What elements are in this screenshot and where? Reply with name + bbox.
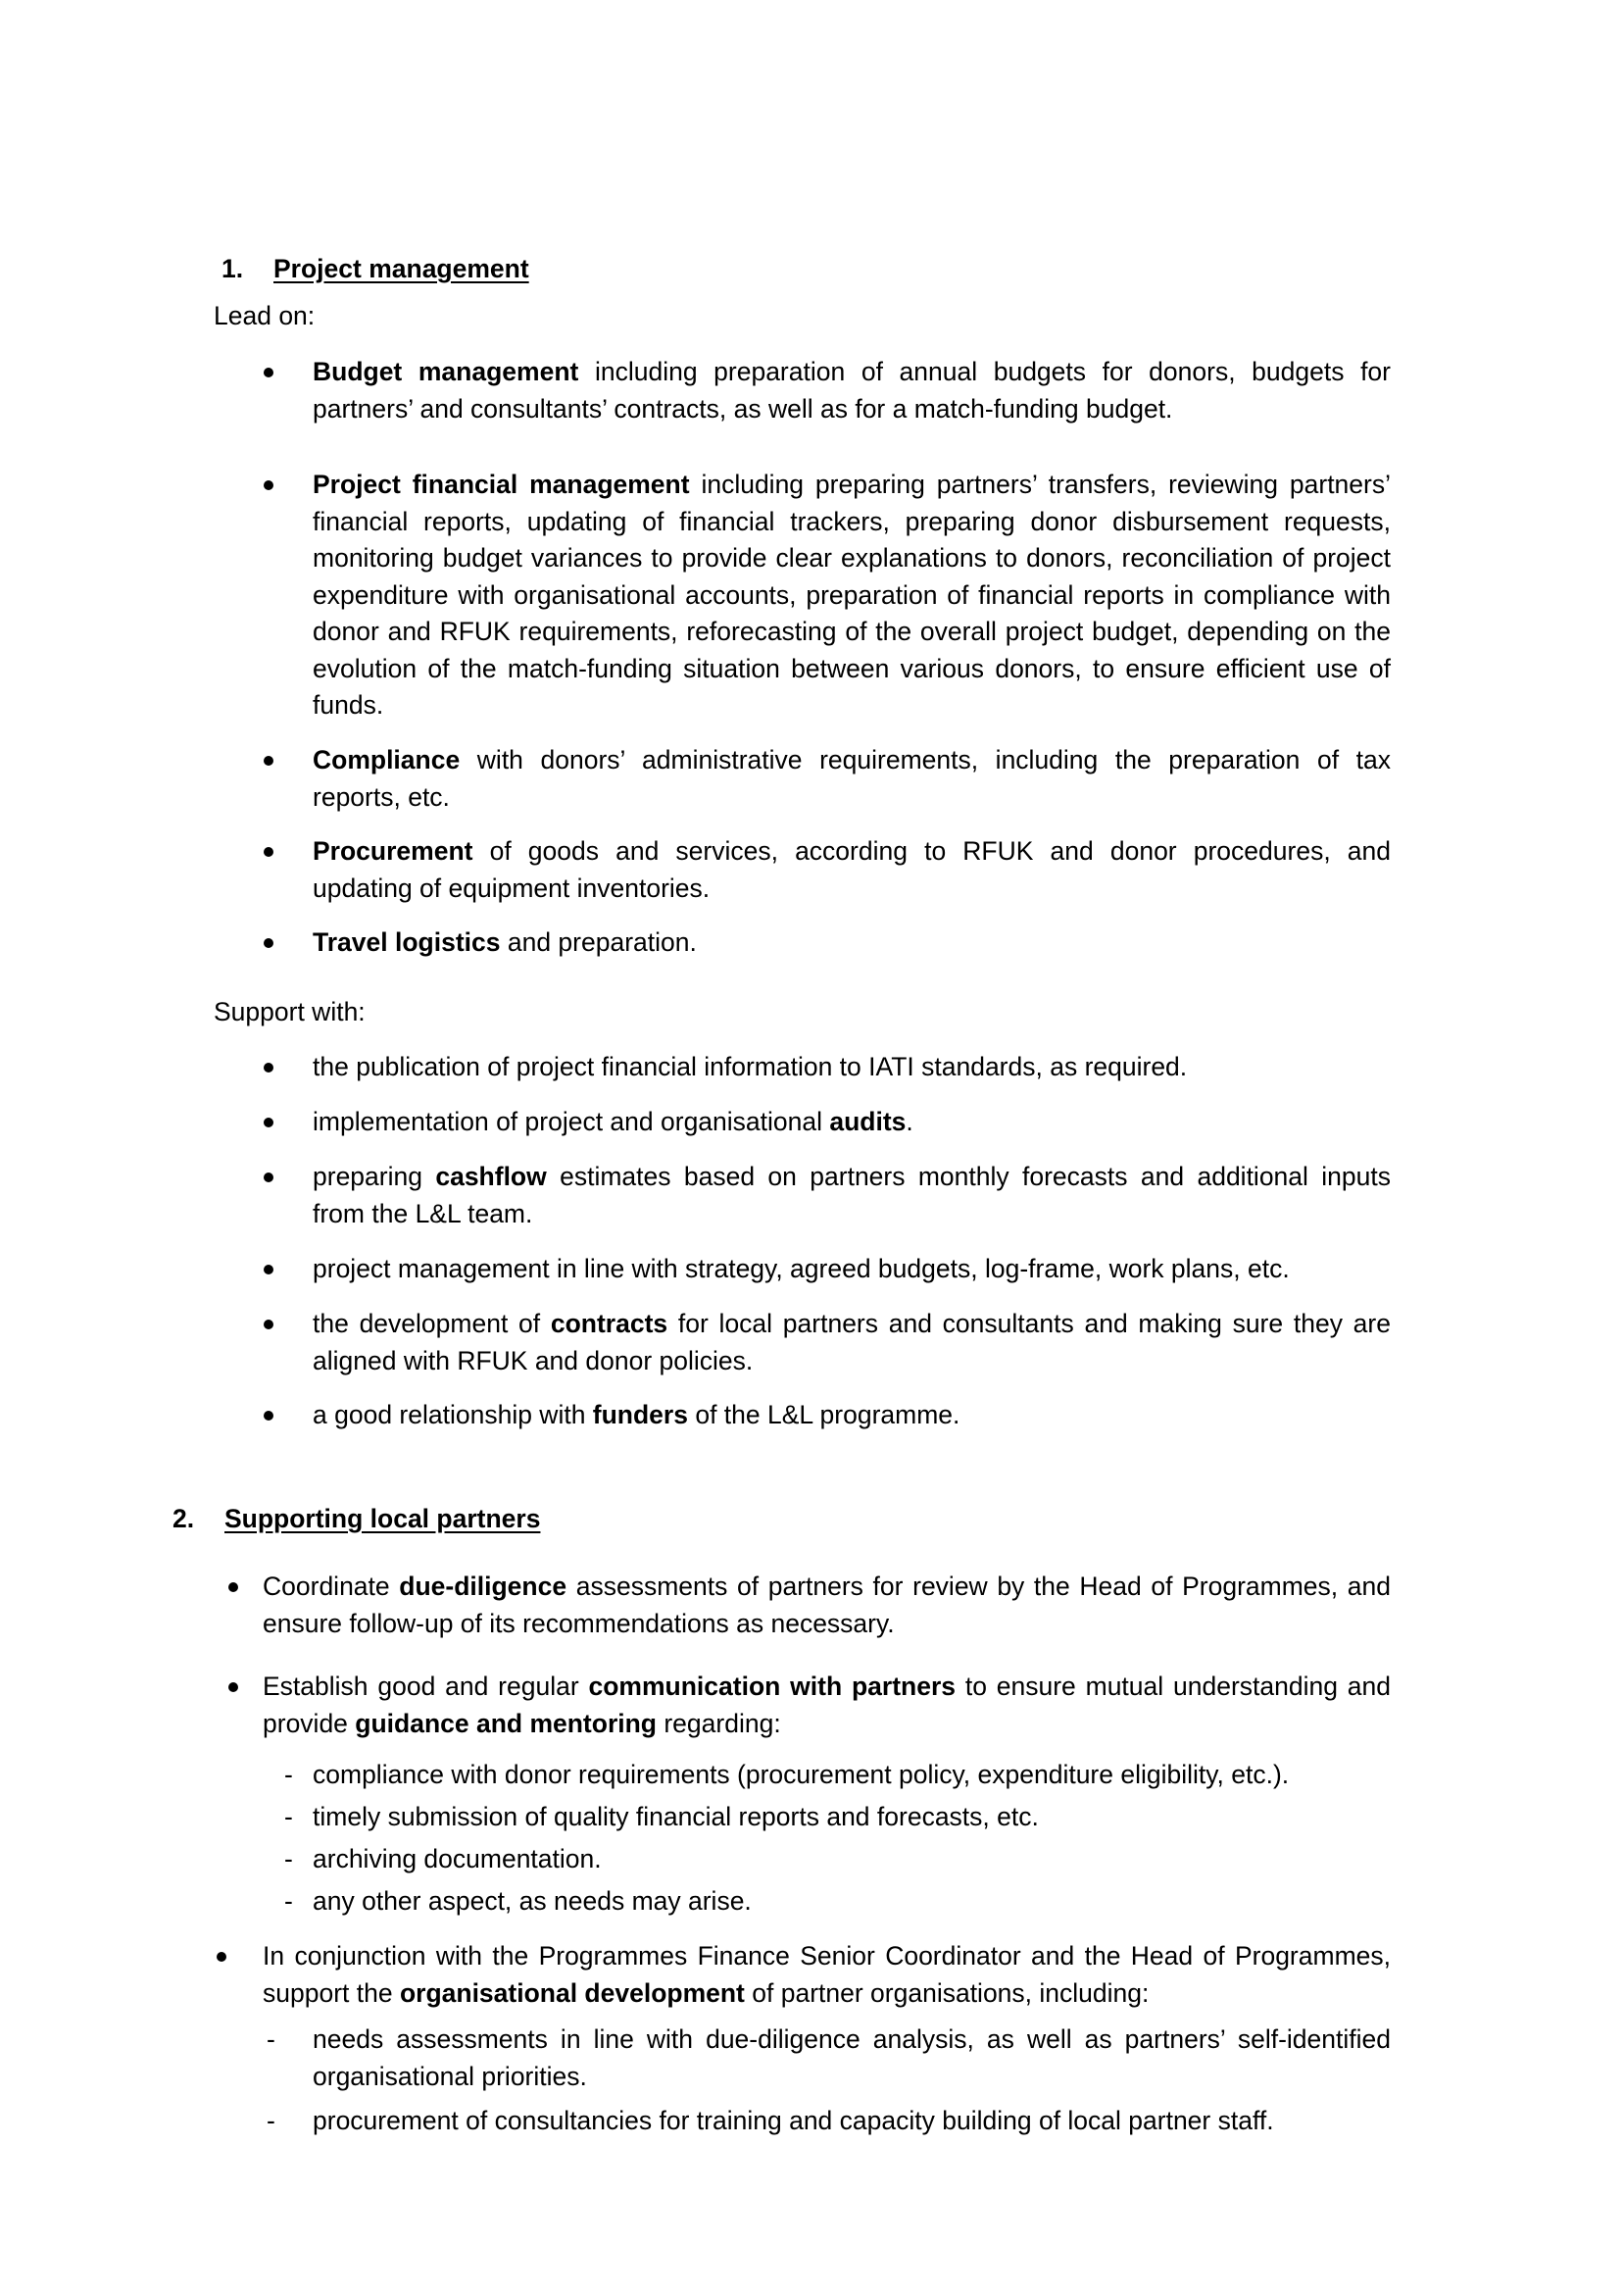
partner-item <box>263 1938 1391 2012</box>
lead-item-text: with donors’ administrative requirements, including the preparation of tax reports, etc. <box>313 745 1391 812</box>
sub-item: any other aspect, as needs may arise. <box>313 1886 752 1916</box>
lead-item-bold: Travel logistics <box>313 927 501 957</box>
support-item-text: of the L&L programme. <box>687 1400 960 1429</box>
lead-item-text: including preparation of annual budgets for donors, budgets for partners’ and consultants’ contracts, as well as for a match-funding budget. <box>313 357 1391 424</box>
dash-marker: - <box>284 1760 293 1789</box>
partner-item <box>263 1569 1391 1642</box>
partner-item-text: to ensure mutual understanding and provide <box>263 1672 1391 1738</box>
section-number: 1. <box>221 254 244 283</box>
support-item-text: . <box>906 1107 913 1136</box>
sub-item: needs assessments in line with due-diligence analysis, as well as partners’ self-identified organisational priorities. <box>313 2024 1391 2091</box>
sub-item: procurement of consultancies for training and capacity building of local partner staff. <box>313 2106 1274 2135</box>
support-item-bold: contracts <box>550 1309 668 1338</box>
partner-item-text: In conjunction with the Programmes Finance Senior Coordinator and the Head of Programmes, support the <box>263 1941 1391 2008</box>
lead-item-text: and preparation. <box>500 927 697 957</box>
lead-item-bold: Procurement <box>313 836 473 866</box>
partner-item-text: regarding: <box>657 1708 781 1738</box>
lead-item-bold: Project financial management <box>313 470 690 499</box>
partner-item-bold: organisational development <box>399 1977 745 2008</box>
bullet-icon <box>264 1173 273 1182</box>
support-with-label: Support with: <box>214 997 366 1026</box>
bullet-icon <box>264 756 273 766</box>
lead-item-bold: Budget management <box>313 357 579 386</box>
bullet-icon <box>264 847 273 857</box>
bullet-icon <box>264 1411 273 1421</box>
section-number: 2. <box>172 1504 195 1533</box>
sub-item: compliance with donor requirements (procurement policy, expenditure eligibility, etc.). <box>313 1760 1290 1789</box>
lead-item-text: of goods and services, according to RFUK and donor procedures, and updating of equipment inventories. <box>313 836 1391 903</box>
partner-item-text: Coordinate <box>263 1572 400 1601</box>
support-item <box>313 1306 1391 1379</box>
partner-item-bold: due-diligence <box>399 1572 567 1601</box>
sub-item: archiving documentation. <box>313 1844 602 1873</box>
bullet-icon <box>264 938 273 948</box>
lead-item-text: including preparing partners’ transfers, reviewing partners’ financial reports, updating of financial trackers, preparing donor disbursement requests, monitoring budget variances to provide clear explanations to donors, reconciliation of project expenditure with organisational accounts, preparation of financial reports in compliance with donor and RFUK requirements, reforecasting of the overall project budget, depending on the evolution of the match-funding situation between various donors, to ensure efficient use of funds. <box>313 470 1391 720</box>
bullet-icon <box>264 1320 273 1329</box>
partner-item-text: assessments of partners for review by the Head of Programmes, and ensure follow-up of its recommendations as necessary. <box>263 1572 1391 1638</box>
dash-marker: - <box>284 1886 293 1916</box>
lead-item <box>313 354 1391 427</box>
bullet-icon <box>228 1682 238 1692</box>
section-heading-supporting-local-partners <box>172 1501 540 1538</box>
sub-item: timely submission of quality financial reports and forecasts, etc. <box>313 1802 1039 1831</box>
partner-item-text: Establish good and regular <box>263 1672 589 1701</box>
support-item <box>313 1159 1391 1232</box>
partner-item <box>263 1669 1391 1742</box>
support-item-text: implementation of project and organisational <box>313 1107 830 1136</box>
partner-item-text: of partner organisations, including: <box>744 1977 1150 2008</box>
support-item-bold: cashflow <box>435 1162 547 1191</box>
support-item-text: a good relationship with <box>313 1400 593 1429</box>
section-title: Supporting local partners <box>224 1504 541 1533</box>
lead-item <box>313 833 1391 907</box>
support-item <box>313 1104 1391 1141</box>
lead-on-label: Lead on: <box>214 301 316 330</box>
dash-marker: - <box>284 1844 293 1873</box>
bullet-icon <box>264 368 273 377</box>
section-title: Project management <box>273 254 529 283</box>
dash-marker: - <box>284 1802 293 1831</box>
support-item-text: estimates based on partners monthly forecasts and additional inputs from the L&L team. <box>313 1162 1392 1228</box>
support-item-text: for local partners and consultants and making sure they are aligned with RFUK and donor policies. <box>313 1309 1391 1375</box>
support-item-text: preparing <box>313 1162 436 1191</box>
support-item <box>313 1397 1391 1434</box>
support-item <box>313 1049 1391 1086</box>
partner-item-bold: guidance and mentoring <box>355 1708 657 1738</box>
lead-item <box>313 742 1391 816</box>
bullet-icon <box>217 1952 226 1962</box>
support-item-text: the publication of project financial information to IATI standards, as required. <box>313 1052 1188 1081</box>
bullet-icon <box>228 1582 238 1592</box>
support-item-text: the development of <box>313 1309 551 1338</box>
lead-item <box>313 467 1391 724</box>
bullet-icon <box>264 1265 273 1274</box>
bullet-icon <box>264 1118 273 1127</box>
bullet-icon <box>264 480 273 490</box>
partner-item-bold: communication with partners <box>588 1672 957 1701</box>
support-item-bold: funders <box>592 1400 688 1429</box>
lead-item-bold: Compliance <box>313 745 461 774</box>
dash-marker: - <box>267 2024 275 2054</box>
bullet-icon <box>264 1063 273 1073</box>
support-item <box>313 1251 1391 1288</box>
dash-marker: - <box>267 2106 275 2135</box>
support-item-text: project management in line with strategy, agreed budgets, log-frame, work plans, etc. <box>313 1254 1290 1283</box>
lead-item <box>313 924 1391 962</box>
support-item-bold: audits <box>829 1107 907 1136</box>
section-heading-project-management <box>221 251 529 288</box>
